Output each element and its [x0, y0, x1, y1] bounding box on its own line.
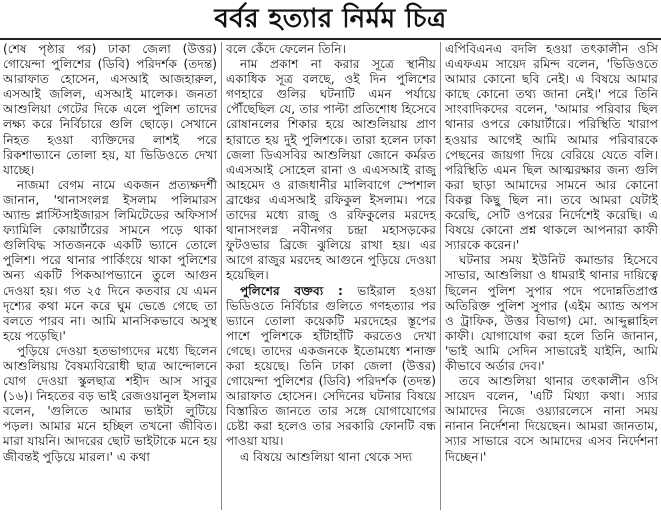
paragraph: এ বিষয়ে আশুলিয়া থানা থেকে সদ্য — [240, 449, 413, 464]
paragraph: পুড়িয়ে দেওয়া হতভাগ্যদের মধ্যে ছিলেন আশুলিয়ায় বৈষম্যবিরোধী ছাত্র আন্দোলনে যোগ দেওয়া স্কুলছাত্র শহীদ আস সাবুর (১৬)। নিহতের বড় ভাই রেজওয়ানুল ইসলাম বলেন, 'গুলিতে আমার ভাইটা লুটিয়ে পড়ল। আমার মনে হচ্ছিল তখনো জীবিত। মারা যায়নি। আদরের ছোট ভাইটাকে মনে হয় জীবন্তই পুড়িয়ে মারল।' এ কথা — [3, 343, 217, 464]
paragraph: বলে কেঁদে ফেলেন তিনি। — [226, 42, 347, 56]
paragraph: পুলিশের বক্তব্য : ভাইরাল হওয়া ভিডিওতে নির্বিচার গুলিতে গণহত্যার পর ভ্যানে তোলা কয়েকটি মরদেহের স্তূপের পাশে পুলিশকে হাঁটাহাঁটি করতেও দেখা গেছে। তাদের একজনকে ইতোমধ্যে শনাক্ত করা হয়েছে। তিনি ঢাকা জেলা (উত্তর) গোয়েন্দা পুলিশের (ডিবি) পরিদর্শক (তদন্ত) আরাফাত হোসেন। সেদিনের ঘটনার বিষয়ে বিস্তারিত জানতে তার সঙ্গে যোগাযোগের চেষ্টা করা হলেও তার সরকারি ফোনটি বন্ধ পাওয়া যায়। — [226, 283, 436, 449]
headline-rule — [0, 38, 661, 40]
article-column-2 — [226, 42, 436, 510]
article-headline: বর্বর হত্যার নির্মম চিত্র — [214, 4, 447, 34]
column-divider — [221, 42, 222, 510]
article-column-1 — [3, 42, 217, 510]
paragraph: (শেষ পৃষ্ঠার পর) ঢাকা জেলা (উত্তর) গোয়েন্দা পুলিশের (ডিবি) পরিদর্শক (তদন্ত) আরাফাত হোসেন, এসআই আজহারুল, এসআই জলিল, এসআই মালেক। জনতা আশুলিয়া গেটের দিকে এলে পুলিশ তাদের লক্ষ্য করে নির্বিচারে গুলি ছোড়ে। সেখানে নিহত হওয়া ব্যক্তিদের লাশই পরে রিকশাভ্যানে তোলা হয়, যা ভিডিওতে দেখা যাচ্ছে। — [3, 42, 217, 177]
article-column-3 — [445, 42, 658, 510]
paragraph: নাম প্রকাশ না করার সূত্রে স্থানীয় একাধিক সূত্র বলছে, ওই দিন পুলিশের গণহারে গুলির ঘটনাটি এমন পর্যায়ে পৌঁছেছিল যে, তার পাল্টা প্রতিশোধ হিসেবে রোষানলের শিকার হয়ে আশুলিয়ায় প্রাণ হারাতে হয় দুই পুলিশকে। তারা হলেন ঢাকা জেলা ডিএসবির আশুলিয়া জোনে কর্মরত এএসআই সোহেল রানা ও এএসআই রাজু আহমেদ ও রাজধানীর মালিবাগে স্পেশাল ব্রাঞ্চের এএসআই রফিকুল ইসলাম। পরে তাদের মধ্যে রাজু ও রফিকুলের মরদেহ থানাসংলগ্ন নবীনগর চন্দ্রা মহাসড়কের ফুটওভার ব্রিজে ঝুলিয়ে রাখা হয়। এর আগে রাজুর মরদেহ আগুনে পুড়িয়ে দেওয়া হয়েছিল। — [226, 57, 436, 283]
paragraph: তবে আশুলিয়া থানার তৎকালীন ওসি সায়েদ বলেন, 'এটি মিথ্যা কথা। স্যার আমাদের নিজে ওয়্যারলেসে নানা সময় নানান নির্দেশনা দিয়েছেন। আমরা জানতাম, স্যার সাভারে বসে আমাদের এসব নির্দেশনা দিচ্ছেন।' — [445, 374, 658, 464]
paragraph: নাজমা বেগম নামে একজন প্রত্যক্ষদর্শী জানান, 'থানাসংলগ্ন ইসলাম পলিমারস অ্যান্ড প্লাস্টিসাইজারস লিমিটেডের অফিসার্স ফ্যামিলি কোয়ার্টারের সামনে পড়ে থাকা গুলিবিদ্ধ সাতজনকে একটি ভ্যানে তোলে পুলিশ। পরে থানার পার্কিংয়ে থাকা পুলিশের অন্য একটি পিকআপভ্যানে তুলে আগুন দেওয়া হয়। গত ২৫ দিনে কতবার যে এমন দৃশ্যের কথা মনে করে ঘুম ভেঙে গেছে তা বলতে পারব না। আমি মানসিকভাবে অসুস্থ হয়ে পড়েছি।' — [3, 177, 217, 343]
section-subhead: পুলিশের বক্তব্য : — [240, 283, 343, 298]
paragraph: ঘটনার সময় ইউনিট কমান্ডার হিসেবে সাভার, আশুলিয়া ও ধামরাই থানার দায়িত্বে ছিলেন পুলিশ সুপার পদে পদোন্নতিপ্রাপ্ত অতিরিক্ত পুলিশ সুপার (এইম অ্যান্ড অপস ও ট্রাফিক, উত্তর বিভাগ) মো. আব্দুল্লাহিল কাফী। যোগাযোগ করা হলে তিনি জানান, 'ভাই আমি সেদিন সাভারেই যাইনি, আমি কীভাবে অর্ডার দেব।' — [445, 253, 658, 373]
column-divider — [440, 42, 441, 510]
paragraph: এপিবিএনএ বদলি হওয়া তৎকালীন ওসি এএফএম সায়েদ রমিন্দ বলেন, 'ভিডিওতে আমার কোনো ছবি নেই। এ বিষয়ে আমার কাছে কোনো তথ্য জানা নেই।' পরে তিনি সাংবাদিকদের বলেন, 'আমার পরিবার ছিল থানার ওপরে কোয়ার্টারে। পরিস্থিতি খারাপ হওয়ার আগেই আমি আমার পরিবারকে পেছনের জায়গা দিয়ে বেরিয়ে যেতে বলি। পরিস্থিতি এমন ছিল আত্মরক্ষার জন্য গুলি করা ছাড়া আমাদের সামনে আর কোনো বিকল্প কিছু ছিল না। তবে আমরা যেটাই করেছি, সেটি ওপরের নির্দেশেই করেছি। এ বিষয়ে কোনো প্রশ্ন থাকলে আপনারা কাফী স্যারকে করেন।' — [445, 42, 658, 253]
